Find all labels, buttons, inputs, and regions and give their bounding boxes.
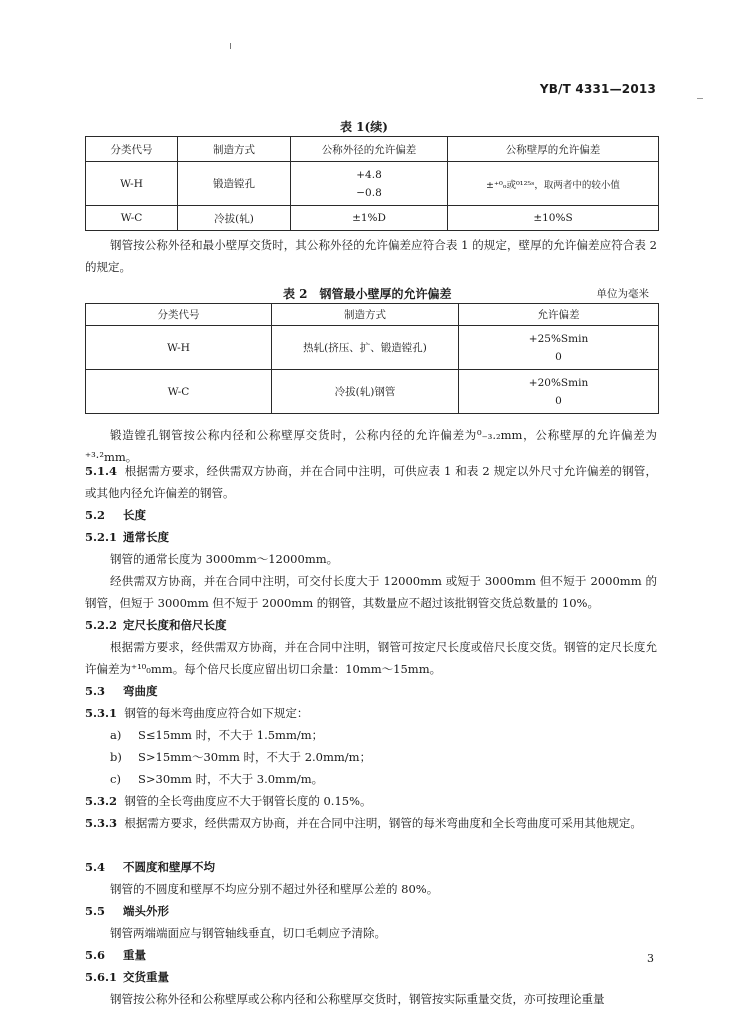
section-number: 5.3.1 (85, 706, 118, 720)
table1-cell-wt: ±10%S (448, 206, 659, 231)
table2-caption: 表 2 钢管最小壁厚的允许偏差 (283, 287, 452, 301)
list-item (110, 724, 323, 746)
section-number: 5.6 (85, 948, 106, 962)
section-5-3-1 (85, 702, 657, 724)
table1-cell-wt: ±⁺⁰ₒ或⁰¹²⁵ˢ，取两者中的较小值 (448, 162, 659, 206)
table2 (85, 303, 659, 414)
section-title: 端头外形 (123, 904, 169, 918)
section-5-3-3 (85, 812, 657, 834)
table2-unit: 单位为毫米 (596, 288, 649, 300)
paragraph: 经供需双方协商，并在合同中注明，可交付长度大于 12000mm 或短于 3000mm 但不短于 2000mm 的钢管，但短于 3000mm 但不短于 2000mm 的钢管，其数量应不超过该批钢管交货总数量的 10%。 (85, 574, 657, 610)
section-heading (85, 680, 657, 702)
table1-cell-method: 锻造镗孔 (178, 162, 291, 206)
section-heading (85, 614, 657, 636)
table1-header: 制造方式 (178, 137, 291, 162)
od-minus: −0.8 (356, 186, 382, 199)
section-number: 5.6.1 (85, 970, 118, 984)
paragraph: 钢管的不圆度和壁厚不均应分别不超过外径和壁厚公差的 80%。 (110, 882, 439, 896)
table-row (86, 206, 659, 231)
table2-cell-dev (459, 370, 659, 414)
section-number: 5.3.3 (85, 816, 118, 830)
list-marker: c) (110, 772, 121, 786)
list-text: S≤15mm 时，不大于 1.5mm/m； (138, 728, 324, 742)
table1-header: 分类代号 (86, 137, 178, 162)
section-number: 5.4 (85, 860, 106, 874)
section-text: 根据需方要求，经供需双方协商，并在合同中注明，可供应表 1 和表 2 规定以外尺寸允许偏差的钢管，或其他内径允许偏差的钢管。 (85, 464, 657, 500)
table2-cell-dev (459, 326, 659, 370)
section-number: 5.1.4 (85, 464, 118, 478)
list-marker: b) (110, 750, 122, 764)
table2-cell-code: W-H (86, 326, 272, 370)
scan-mark (697, 98, 703, 99)
table-row (86, 370, 659, 414)
dev-plus: +20%Smin (528, 376, 589, 389)
table1-cell-od: ±1%D (291, 206, 448, 231)
section-heading (85, 504, 657, 526)
section-heading (85, 900, 657, 922)
section-5-1-4 (85, 460, 657, 504)
paragraph: 钢管的通常长度为 3000mm～12000mm。 (110, 552, 339, 566)
section-number: 5.2.1 (85, 530, 118, 544)
table2-cell-method: 冷拔(轧)钢管 (272, 370, 459, 414)
paragraph: 钢管两端端面应与钢管轴线垂直，切口毛刺应予清除。 (110, 926, 386, 940)
dev-zero: 0 (555, 350, 562, 363)
section-5-3-2 (85, 790, 657, 812)
table1 (85, 136, 659, 231)
section-title: 定尺长度和倍尺长度 (123, 618, 227, 632)
table1-header: 公称壁厚的允许偏差 (448, 137, 659, 162)
dev-zero: 0 (555, 394, 562, 407)
table1-header-row (86, 137, 659, 162)
table2-cell-method: 热轧(挤压、扩、锻造镗孔) (272, 326, 459, 370)
list-text: S>30mm 时，不大于 3.0mm/m。 (138, 772, 324, 786)
section-title: 重量 (123, 948, 146, 962)
section-number: 5.3.2 (85, 794, 118, 808)
section-number: 5.2.2 (85, 618, 118, 632)
section-number: 5.2 (85, 508, 106, 522)
table1-cell-code: W-H (86, 162, 178, 206)
od-plus: +4.8 (356, 168, 382, 181)
table-row (86, 162, 659, 206)
table2-header-row (86, 304, 659, 326)
paragraph: 钢管按公称外径和最小壁厚交货时，其公称外径的允许偏差应符合表 1 的规定，壁厚的允许偏差应符合表 2 的规定。 (85, 238, 657, 274)
dev-plus: +25%Smin (528, 332, 589, 345)
section-title: 通常长度 (123, 530, 170, 544)
table1-cell-code: W-C (86, 206, 178, 231)
table2-header: 制造方式 (272, 304, 459, 326)
section-heading (85, 856, 657, 878)
table1-caption: 表 1(续) (340, 120, 388, 134)
standard-code: YB/T 4331—2013 (539, 82, 656, 96)
paragraph: 根据需方要求，经供需双方协商，并在合同中注明，钢管可按定尺长度或倍尺长度交货。钢管的定尺长度允许偏差为⁺¹⁰₀mm。每个倍尺长度应留出切口余量：10mm～15mm。 (85, 640, 657, 676)
scan-mark (230, 43, 231, 49)
section-number: 5.5 (85, 904, 106, 918)
table1-cell-method: 冷拔(轧) (178, 206, 291, 231)
paragraph: 钢管按公称外径和公称壁厚或公称内径和公称壁厚交货时，钢管按实际重量交货，亦可按理论重量 (110, 992, 605, 1006)
table1-header: 公称外径的允许偏差 (291, 137, 448, 162)
table-row (86, 326, 659, 370)
section-title: 长度 (123, 508, 146, 522)
section-heading (85, 966, 657, 988)
list-item (110, 768, 323, 790)
table1-cell-od (291, 162, 448, 206)
section-text: 根据需方要求，经供需双方协商，并在合同中注明，钢管的每米弯曲度和全长弯曲度可采用其他规定。 (124, 816, 642, 830)
section-title: 弯曲度 (123, 684, 158, 698)
list-item (110, 746, 371, 768)
table2-cell-code: W-C (86, 370, 272, 414)
section-heading (85, 944, 657, 966)
section-title: 不圆度和壁厚不均 (123, 860, 215, 874)
table2-header: 分类代号 (86, 304, 272, 326)
section-number: 5.3 (85, 684, 106, 698)
paragraph: 锻造镗孔钢管按公称内径和公称壁厚交货时，公称内径的允许偏差为⁰₋₃.₂mm，公称壁厚的允许偏差为⁺³·²mm。 (85, 428, 657, 464)
list-text: S>15mm～30mm 时，不大于 2.0mm/m； (138, 750, 372, 764)
section-heading (85, 526, 657, 548)
section-title: 交货重量 (123, 970, 170, 984)
table2-header: 允许偏差 (459, 304, 659, 326)
section-text: 钢管的每米弯曲度应符合如下规定： (124, 706, 309, 720)
page-number: 3 (647, 952, 654, 965)
section-text: 钢管的全长弯曲度应不大于钢管长度的 0.15%。 (124, 794, 372, 808)
list-marker: a) (110, 728, 122, 742)
